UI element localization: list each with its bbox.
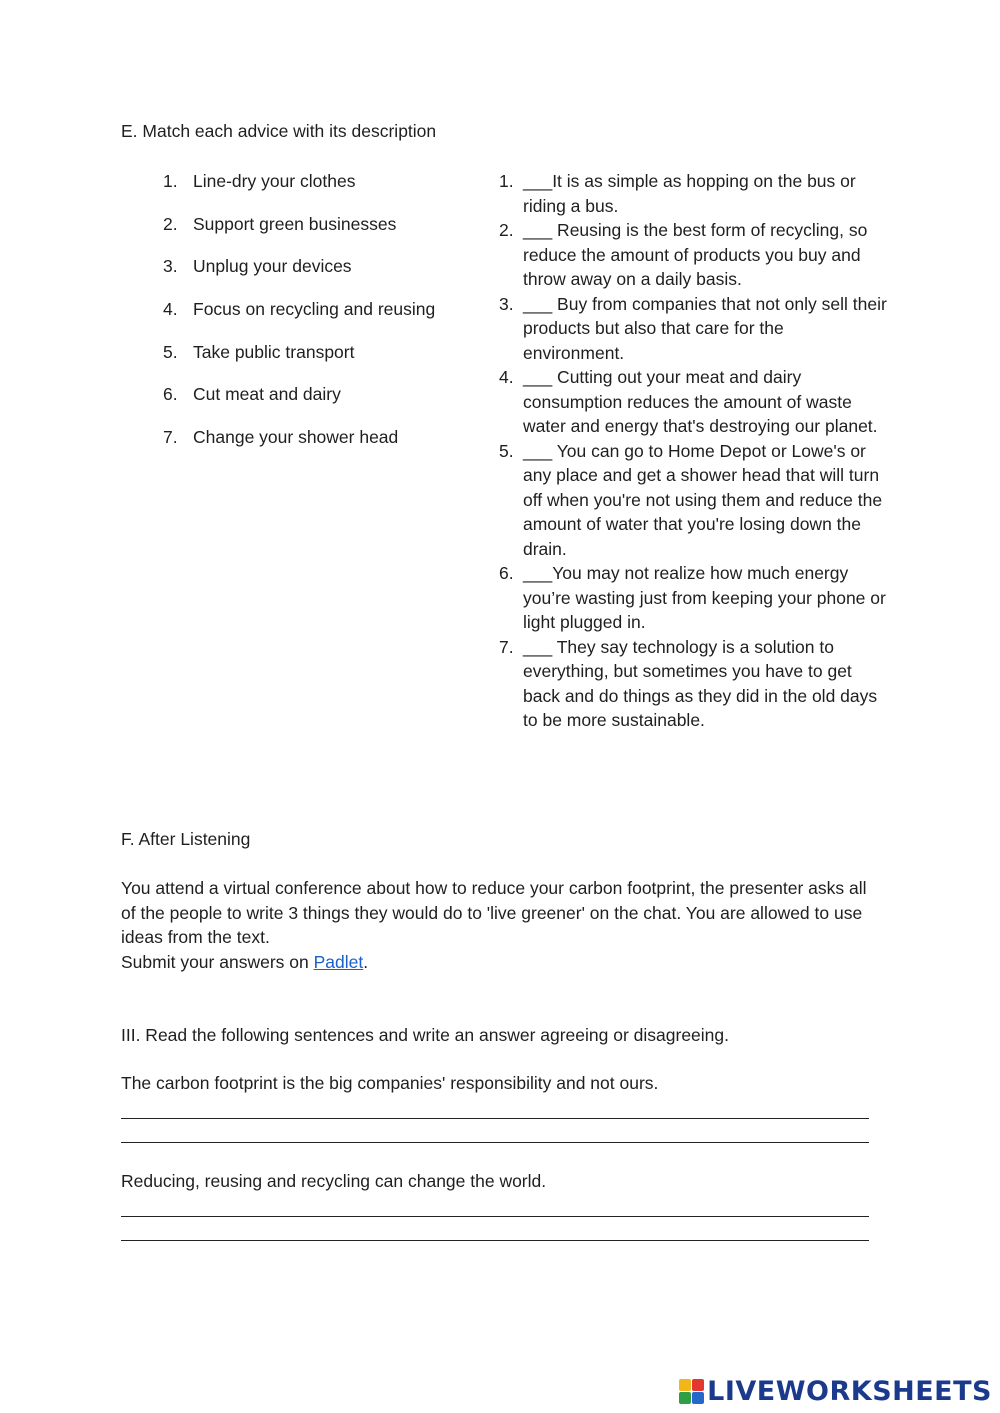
section-f-instructions: You attend a virtual conference about how to reduce your carbon footprint, the presenter asks all of the people to write 3 things they would do to 'live greener' on the chat. You are allowed to use ideas from the text. — [121, 878, 867, 947]
answer-line-q1-2[interactable] — [121, 1142, 869, 1143]
description-number: 1. — [499, 171, 514, 191]
description-item[interactable] — [499, 292, 889, 366]
description-item[interactable] — [499, 169, 889, 218]
description-item[interactable] — [499, 218, 889, 292]
advice-number: 7. — [163, 427, 178, 448]
liveworksheets-logo-text: LIVEWORKSHEETS — [707, 1376, 992, 1407]
advice-text: Unplug your devices — [193, 256, 352, 277]
liveworksheets-logo-icon — [679, 1379, 705, 1405]
liveworksheets-logo — [679, 1377, 992, 1407]
description-text: ___It is as simple as hopping on the bus or riding a bus. — [523, 171, 856, 216]
description-text: ___ You can go to Home Depot or Lowe's or any place and get a shower head that will turn off when you're not using them and reduce the amount of water that you're losing down the drain. — [523, 440, 883, 559]
advice-number: 4. — [163, 299, 178, 320]
description-text: ___ Cutting out your meat and dairy consumption reduces the amount of waste water and energy that's destroying our planet. — [523, 367, 878, 436]
description-item[interactable] — [499, 365, 889, 439]
section-3-title: III. Read the following sentences and write an answer agreeing or disagreeing. — [121, 1025, 730, 1045]
answer-line-q2-1[interactable] — [121, 1216, 869, 1217]
advice-number: 2. — [163, 213, 178, 234]
question-2-text: Reducing, reusing and recycling can change the world. — [121, 1171, 547, 1191]
advice-item — [163, 169, 483, 212]
description-text: ___ They say technology is a solution to everything, but sometimes you have to get back and do things as they did in the old days to be more sustainable. — [523, 636, 878, 730]
answer-line-q1-1[interactable] — [121, 1118, 869, 1119]
advice-text: Line-dry your clothes — [193, 171, 356, 191]
question-1-text: The carbon footprint is the big companies' responsibility and not ours. — [121, 1073, 659, 1093]
advice-number: 6. — [163, 384, 178, 405]
description-text: ___ Buy from companies that not only sell their products but also that care for the environment. — [523, 293, 887, 363]
submit-prefix: Submit your answers on — [121, 951, 314, 972]
advice-item — [163, 212, 483, 255]
answer-line-q2-2[interactable] — [121, 1240, 869, 1241]
submit-suffix: . — [363, 951, 369, 972]
submit-line — [121, 950, 881, 975]
advice-item — [163, 425, 483, 468]
section-e-title: E. Match each advice with its description — [121, 121, 437, 141]
section-f-body — [121, 876, 881, 974]
advice-text: Support green businesses — [193, 213, 397, 234]
advice-text: Take public transport — [193, 341, 355, 362]
advice-list — [163, 169, 483, 468]
advice-item — [163, 254, 483, 297]
padlet-link[interactable]: Padlet — [313, 951, 364, 972]
description-number: 5. — [499, 440, 514, 461]
advice-text: Cut meat and dairy — [193, 384, 341, 405]
description-text: ___ Reusing is the best form of recycling, so reduce the amount of products you buy and throw away on a daily basis. — [523, 220, 868, 289]
advice-number: 1. — [163, 171, 178, 191]
description-number: 3. — [499, 293, 514, 314]
description-text: ___You may not realize how much energy you’re wasting just from keeping your phone or light plugged in. — [523, 563, 886, 632]
advice-item — [163, 382, 483, 425]
description-item[interactable] — [499, 635, 889, 733]
description-number: 2. — [499, 220, 514, 240]
description-number: 7. — [499, 636, 514, 657]
advice-number: 3. — [163, 256, 178, 277]
description-number: 6. — [499, 563, 514, 583]
advice-item — [163, 297, 483, 340]
section-f-title: F. After Listening — [121, 829, 251, 849]
description-item[interactable] — [499, 439, 889, 562]
description-number: 4. — [499, 367, 514, 387]
advice-text: Change your shower head — [193, 427, 399, 448]
advice-number: 5. — [163, 341, 178, 362]
advice-text: Focus on recycling and reusing — [193, 299, 436, 320]
advice-item — [163, 340, 483, 383]
description-list — [499, 169, 889, 733]
description-item[interactable] — [499, 561, 889, 635]
